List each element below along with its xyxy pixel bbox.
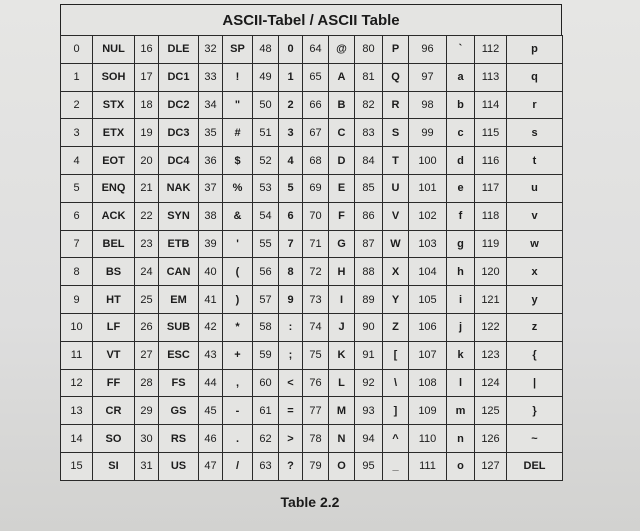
code-cell: 41: [199, 286, 223, 314]
char-cell: n: [447, 425, 475, 453]
char-cell: SOH: [93, 63, 135, 91]
char-cell: d: [447, 147, 475, 175]
code-cell: 11: [61, 341, 93, 369]
char-cell: 0: [279, 36, 303, 64]
char-cell: 5: [279, 174, 303, 202]
code-cell: 64: [303, 36, 329, 64]
char-cell: RS: [159, 425, 199, 453]
char-cell: D: [329, 147, 355, 175]
char-cell: L: [329, 369, 355, 397]
char-cell: <: [279, 369, 303, 397]
char-cell: a: [447, 63, 475, 91]
char-cell: @: [329, 36, 355, 64]
char-cell: $: [223, 147, 253, 175]
code-cell: 98: [409, 91, 447, 119]
code-cell: 62: [253, 425, 279, 453]
char-cell: ACK: [93, 202, 135, 230]
char-cell: E: [329, 174, 355, 202]
code-cell: 90: [355, 313, 383, 341]
table-row: [61, 202, 563, 230]
char-cell: W: [383, 230, 409, 258]
code-cell: 22: [135, 202, 159, 230]
code-cell: 39: [199, 230, 223, 258]
code-cell: 12: [61, 369, 93, 397]
code-cell: 119: [475, 230, 507, 258]
code-cell: 49: [253, 63, 279, 91]
table-row: [61, 258, 563, 286]
code-cell: 122: [475, 313, 507, 341]
code-cell: 45: [199, 397, 223, 425]
char-cell: t: [507, 147, 563, 175]
code-cell: 88: [355, 258, 383, 286]
code-cell: 124: [475, 369, 507, 397]
char-cell: x: [507, 258, 563, 286]
char-cell: F: [329, 202, 355, 230]
code-cell: 82: [355, 91, 383, 119]
char-cell: DC4: [159, 147, 199, 175]
char-cell: S: [383, 119, 409, 147]
char-cell: N: [329, 425, 355, 453]
char-cell: U: [383, 174, 409, 202]
char-cell: Y: [383, 286, 409, 314]
code-cell: 48: [253, 36, 279, 64]
char-cell: BEL: [93, 230, 135, 258]
char-cell: C: [329, 119, 355, 147]
char-cell: }: [507, 397, 563, 425]
char-cell: H: [329, 258, 355, 286]
char-cell: ): [223, 286, 253, 314]
code-cell: 113: [475, 63, 507, 91]
table-row: [61, 91, 563, 119]
code-cell: 24: [135, 258, 159, 286]
table-row: [61, 174, 563, 202]
code-cell: 36: [199, 147, 223, 175]
table-row: [61, 369, 563, 397]
code-cell: 125: [475, 397, 507, 425]
code-cell: 61: [253, 397, 279, 425]
char-cell: V: [383, 202, 409, 230]
char-cell: 2: [279, 91, 303, 119]
char-cell: -: [223, 397, 253, 425]
code-cell: 66: [303, 91, 329, 119]
table-row: [61, 119, 563, 147]
char-cell: SI: [93, 452, 135, 480]
char-cell: =: [279, 397, 303, 425]
char-cell: .: [223, 425, 253, 453]
char-cell: {: [507, 341, 563, 369]
code-cell: 121: [475, 286, 507, 314]
char-cell: /: [223, 452, 253, 480]
char-cell: EOT: [93, 147, 135, 175]
code-cell: 78: [303, 425, 329, 453]
char-cell: 6: [279, 202, 303, 230]
char-cell: ~: [507, 425, 563, 453]
code-cell: 70: [303, 202, 329, 230]
code-cell: 27: [135, 341, 159, 369]
code-cell: 110: [409, 425, 447, 453]
char-cell: NUL: [93, 36, 135, 64]
char-cell: I: [329, 286, 355, 314]
code-cell: 126: [475, 425, 507, 453]
char-cell: 1: [279, 63, 303, 91]
code-cell: 9: [61, 286, 93, 314]
table-caption: Table 2.2: [280, 494, 340, 510]
char-cell: ]: [383, 397, 409, 425]
code-cell: 25: [135, 286, 159, 314]
code-cell: 15: [61, 452, 93, 480]
char-cell: f: [447, 202, 475, 230]
code-cell: 52: [253, 147, 279, 175]
code-cell: 85: [355, 174, 383, 202]
code-cell: 6: [61, 202, 93, 230]
char-cell: ;: [279, 341, 303, 369]
char-cell: DLE: [159, 36, 199, 64]
char-cell: c: [447, 119, 475, 147]
code-cell: 111: [409, 452, 447, 480]
code-cell: 74: [303, 313, 329, 341]
code-cell: 30: [135, 425, 159, 453]
char-cell: ": [223, 91, 253, 119]
char-cell: CR: [93, 397, 135, 425]
char-cell: 9: [279, 286, 303, 314]
char-cell: LF: [93, 313, 135, 341]
code-cell: 75: [303, 341, 329, 369]
char-cell: DC3: [159, 119, 199, 147]
code-cell: 35: [199, 119, 223, 147]
code-cell: 72: [303, 258, 329, 286]
table-row: [61, 313, 563, 341]
code-cell: 68: [303, 147, 329, 175]
char-cell: ETX: [93, 119, 135, 147]
char-cell: T: [383, 147, 409, 175]
code-cell: 95: [355, 452, 383, 480]
code-cell: 57: [253, 286, 279, 314]
code-cell: 37: [199, 174, 223, 202]
code-cell: 67: [303, 119, 329, 147]
code-cell: 104: [409, 258, 447, 286]
char-cell: 8: [279, 258, 303, 286]
code-cell: 31: [135, 452, 159, 480]
table-row: [61, 147, 563, 175]
code-cell: 120: [475, 258, 507, 286]
code-cell: 84: [355, 147, 383, 175]
code-cell: 29: [135, 397, 159, 425]
char-cell: O: [329, 452, 355, 480]
char-cell: r: [507, 91, 563, 119]
code-cell: 2: [61, 91, 93, 119]
char-cell: _: [383, 452, 409, 480]
code-cell: 91: [355, 341, 383, 369]
code-cell: 51: [253, 119, 279, 147]
code-cell: 107: [409, 341, 447, 369]
code-cell: 33: [199, 63, 223, 91]
code-cell: 116: [475, 147, 507, 175]
char-cell: Q: [383, 63, 409, 91]
code-cell: 94: [355, 425, 383, 453]
code-cell: 73: [303, 286, 329, 314]
char-cell: b: [447, 91, 475, 119]
code-cell: 81: [355, 63, 383, 91]
code-cell: 71: [303, 230, 329, 258]
char-cell: y: [507, 286, 563, 314]
char-cell: \: [383, 369, 409, 397]
char-cell: CAN: [159, 258, 199, 286]
code-cell: 127: [475, 452, 507, 480]
char-cell: ENQ: [93, 174, 135, 202]
char-cell: B: [329, 91, 355, 119]
char-cell: h: [447, 258, 475, 286]
char-cell: >: [279, 425, 303, 453]
code-cell: 118: [475, 202, 507, 230]
code-cell: 19: [135, 119, 159, 147]
table-row: [61, 341, 563, 369]
char-cell: v: [507, 202, 563, 230]
code-cell: 96: [409, 36, 447, 64]
char-cell: +: [223, 341, 253, 369]
char-cell: &: [223, 202, 253, 230]
char-cell: X: [383, 258, 409, 286]
char-cell: SUB: [159, 313, 199, 341]
char-cell: 7: [279, 230, 303, 258]
code-cell: 112: [475, 36, 507, 64]
char-cell: s: [507, 119, 563, 147]
char-cell: q: [507, 63, 563, 91]
char-cell: `: [447, 36, 475, 64]
char-cell: u: [507, 174, 563, 202]
char-cell: w: [507, 230, 563, 258]
code-cell: 123: [475, 341, 507, 369]
char-cell: G: [329, 230, 355, 258]
code-cell: 93: [355, 397, 383, 425]
code-cell: 14: [61, 425, 93, 453]
code-cell: 101: [409, 174, 447, 202]
code-cell: 86: [355, 202, 383, 230]
code-cell: 8: [61, 258, 93, 286]
char-cell: HT: [93, 286, 135, 314]
code-cell: 54: [253, 202, 279, 230]
char-cell: SP: [223, 36, 253, 64]
code-cell: 59: [253, 341, 279, 369]
code-cell: 109: [409, 397, 447, 425]
code-cell: 103: [409, 230, 447, 258]
code-cell: 4: [61, 147, 93, 175]
char-cell: k: [447, 341, 475, 369]
table-row: [61, 397, 563, 425]
code-cell: 100: [409, 147, 447, 175]
char-cell: DC2: [159, 91, 199, 119]
char-cell: ?: [279, 452, 303, 480]
table-row: [61, 452, 563, 480]
char-cell: ': [223, 230, 253, 258]
char-cell: m: [447, 397, 475, 425]
char-cell: j: [447, 313, 475, 341]
code-cell: 80: [355, 36, 383, 64]
code-cell: 5: [61, 174, 93, 202]
code-cell: 60: [253, 369, 279, 397]
code-cell: 92: [355, 369, 383, 397]
char-cell: g: [447, 230, 475, 258]
code-cell: 43: [199, 341, 223, 369]
char-cell: z: [507, 313, 563, 341]
code-cell: 115: [475, 119, 507, 147]
code-cell: 32: [199, 36, 223, 64]
char-cell: 4: [279, 147, 303, 175]
code-cell: 102: [409, 202, 447, 230]
code-cell: 99: [409, 119, 447, 147]
code-cell: 42: [199, 313, 223, 341]
table-body: [61, 36, 563, 481]
char-cell: o: [447, 452, 475, 480]
char-cell: ^: [383, 425, 409, 453]
char-cell: US: [159, 452, 199, 480]
char-cell: ESC: [159, 341, 199, 369]
char-cell: P: [383, 36, 409, 64]
char-cell: (: [223, 258, 253, 286]
char-cell: 3: [279, 119, 303, 147]
code-cell: 56: [253, 258, 279, 286]
code-cell: 13: [61, 397, 93, 425]
table-row: [61, 230, 563, 258]
code-cell: 47: [199, 452, 223, 480]
code-cell: 108: [409, 369, 447, 397]
char-cell: R: [383, 91, 409, 119]
code-cell: 55: [253, 230, 279, 258]
code-cell: 106: [409, 313, 447, 341]
code-cell: 34: [199, 91, 223, 119]
char-cell: VT: [93, 341, 135, 369]
code-cell: 1: [61, 63, 93, 91]
char-cell: K: [329, 341, 355, 369]
code-cell: 46: [199, 425, 223, 453]
ascii-table: [60, 35, 563, 481]
code-cell: 83: [355, 119, 383, 147]
code-cell: 76: [303, 369, 329, 397]
code-cell: 10: [61, 313, 93, 341]
code-cell: 87: [355, 230, 383, 258]
char-cell: :: [279, 313, 303, 341]
char-cell: *: [223, 313, 253, 341]
code-cell: 40: [199, 258, 223, 286]
char-cell: BS: [93, 258, 135, 286]
char-cell: #: [223, 119, 253, 147]
code-cell: 3: [61, 119, 93, 147]
char-cell: [: [383, 341, 409, 369]
char-cell: Z: [383, 313, 409, 341]
code-cell: 20: [135, 147, 159, 175]
char-cell: FF: [93, 369, 135, 397]
char-cell: NAK: [159, 174, 199, 202]
code-cell: 28: [135, 369, 159, 397]
char-cell: DC1: [159, 63, 199, 91]
char-cell: J: [329, 313, 355, 341]
code-cell: 65: [303, 63, 329, 91]
code-cell: 44: [199, 369, 223, 397]
char-cell: FS: [159, 369, 199, 397]
code-cell: 16: [135, 36, 159, 64]
code-cell: 18: [135, 91, 159, 119]
char-cell: EM: [159, 286, 199, 314]
char-cell: GS: [159, 397, 199, 425]
char-cell: %: [223, 174, 253, 202]
char-cell: i: [447, 286, 475, 314]
table-title: ASCII-Tabel / ASCII Table: [60, 4, 562, 35]
code-cell: 0: [61, 36, 93, 64]
code-cell: 26: [135, 313, 159, 341]
code-cell: 114: [475, 91, 507, 119]
code-cell: 17: [135, 63, 159, 91]
code-cell: 58: [253, 313, 279, 341]
char-cell: e: [447, 174, 475, 202]
ascii-table-sheet: [60, 4, 562, 481]
code-cell: 7: [61, 230, 93, 258]
char-cell: |: [507, 369, 563, 397]
char-cell: M: [329, 397, 355, 425]
char-cell: STX: [93, 91, 135, 119]
char-cell: ,: [223, 369, 253, 397]
code-cell: 53: [253, 174, 279, 202]
table-row: [61, 425, 563, 453]
code-cell: 89: [355, 286, 383, 314]
table-row: [61, 36, 563, 64]
code-cell: 97: [409, 63, 447, 91]
code-cell: 38: [199, 202, 223, 230]
table-row: [61, 286, 563, 314]
code-cell: 117: [475, 174, 507, 202]
code-cell: 69: [303, 174, 329, 202]
table-row: [61, 63, 563, 91]
char-cell: A: [329, 63, 355, 91]
code-cell: 50: [253, 91, 279, 119]
char-cell: ETB: [159, 230, 199, 258]
code-cell: 23: [135, 230, 159, 258]
code-cell: 105: [409, 286, 447, 314]
char-cell: l: [447, 369, 475, 397]
char-cell: p: [507, 36, 563, 64]
code-cell: 63: [253, 452, 279, 480]
code-cell: 21: [135, 174, 159, 202]
char-cell: DEL: [507, 452, 563, 480]
code-cell: 79: [303, 452, 329, 480]
char-cell: SYN: [159, 202, 199, 230]
code-cell: 77: [303, 397, 329, 425]
char-cell: SO: [93, 425, 135, 453]
char-cell: !: [223, 63, 253, 91]
